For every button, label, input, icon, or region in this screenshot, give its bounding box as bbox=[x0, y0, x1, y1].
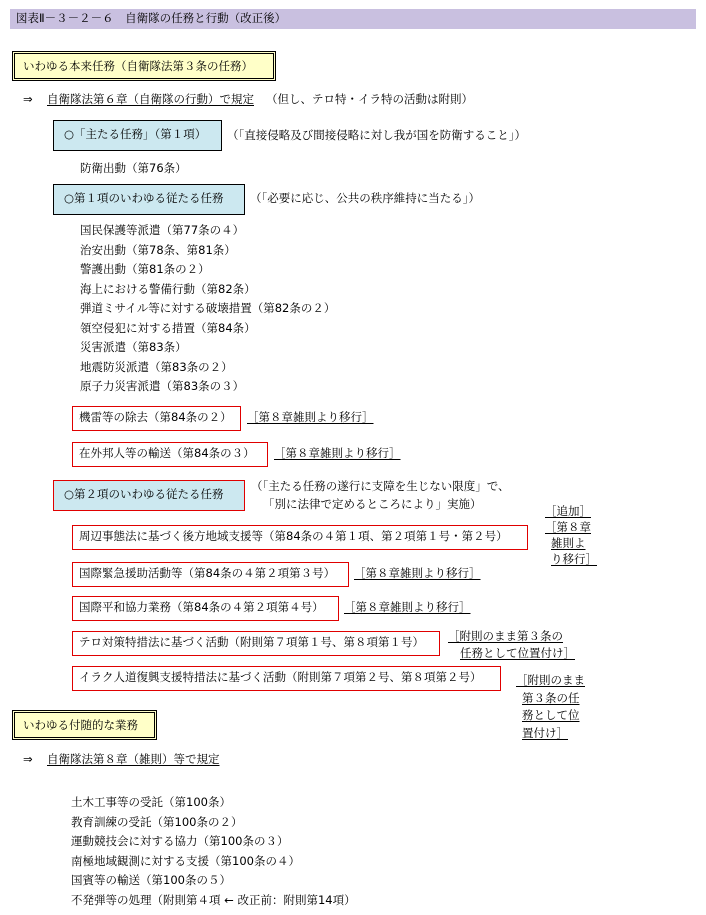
moved-item-label: 機雷等の除去（第84条の２） bbox=[79, 410, 232, 424]
figure-title: 図表Ⅱ－３－２－６ 自衛隊の任務と行動（改正後） bbox=[16, 11, 287, 25]
subordinate-duty-2-item-note: ［附則のまま 第３条の任 務として位 置付け］ bbox=[516, 673, 585, 740]
moved-item-note: ［第８章雑則より移行］ bbox=[274, 446, 401, 460]
subordinate-duty-2-item-note: ［第８章雑則より移行］ bbox=[354, 566, 481, 580]
subordinate-duty-2-item-note: ［追加］ ［第８章 雑則よ り移行］ bbox=[545, 504, 597, 566]
subordinate-duty-2-item-box bbox=[72, 666, 501, 691]
list-item: 地震防災派遣（第83条の２） bbox=[80, 359, 233, 374]
subordinate-duty-2-item-box bbox=[72, 631, 440, 656]
moved-item-label: 在外邦人等の輸送（第84条の３） bbox=[79, 446, 255, 460]
subordinate-duty-1-box bbox=[53, 184, 245, 215]
moved-item-note: ［第８章雑則より移行］ bbox=[247, 410, 374, 424]
incidental-duties-reference: 自衛隊法第８章（雑則）等で規定 bbox=[47, 752, 220, 766]
section-incidental-duties-box bbox=[12, 710, 157, 740]
subordinate-duty-2-item-label: 周辺事態法に基づく後方地域支援等（第84条の４第１項、第２項第１号・第２号） bbox=[79, 529, 508, 543]
list-item: 原子力災害派遣（第83条の３） bbox=[80, 379, 245, 393]
list-item: 土木工事等の受託（第100条） bbox=[71, 795, 231, 809]
list-item: 南極地域観測に対する支援（第100条の４） bbox=[71, 853, 300, 868]
subordinate-duty-2-item-note: ［第８章雑則より移行］ bbox=[344, 600, 471, 614]
arrow-icon: ⇒ bbox=[23, 752, 33, 766]
list-item: 運動競技会に対する協力（第100条の３） bbox=[71, 834, 289, 848]
primary-duty-label: ○「主たる任務」（第１項） bbox=[64, 127, 207, 141]
list-item: 国民保護等派遣（第77条の４） bbox=[80, 223, 245, 237]
subordinate-duty-2-box bbox=[53, 480, 245, 511]
subordinate-duty-2-note-line1: （「主たる任務の遂行に支障を生じない限度」で、 bbox=[251, 479, 510, 493]
main-duties-reference: 自衛隊法第６章（自衛隊の行動）で規定 bbox=[47, 92, 254, 106]
moved-item-box bbox=[72, 406, 241, 431]
primary-duty-box bbox=[53, 120, 222, 151]
subordinate-duty-2-item-box bbox=[72, 525, 528, 550]
subordinate-duty-2-item-label: 国際緊急援助活動等（第84条の４第２項第３号） bbox=[79, 566, 336, 580]
main-duties-reference-note: （但し、テロ特・イラ特の活動は附則） bbox=[266, 92, 473, 106]
subordinate-duty-1-list bbox=[80, 221, 335, 397]
list-item: 国賓等の輸送（第100条の５） bbox=[71, 873, 231, 887]
list-item: 防衛出動（第76条） bbox=[80, 161, 187, 175]
figure-title-bar bbox=[10, 9, 696, 29]
subordinate-duty-1-label: ○第１項のいわゆる従たる任務 bbox=[64, 191, 224, 205]
subordinate-duty-2-item-box bbox=[72, 562, 349, 587]
subordinate-duty-2-item-label: テロ対策特措法に基づく活動（附則第７項第１号、第８項第１号） bbox=[79, 635, 424, 649]
list-item: 弾道ミサイル等に対する破壊措置（第82条の２） bbox=[80, 301, 336, 315]
subordinate-duty-2-item-label: 国際平和協力業務（第84条の４第２項第４号） bbox=[79, 600, 324, 614]
subordinate-duty-2-item-label: イラク人道復興支援特措法に基づく活動（附則第７項第２号、第８項第２号） bbox=[79, 670, 482, 684]
section-main-duties-title: いわゆる本来任務（自衛隊法第３条の任務） bbox=[23, 59, 253, 73]
list-item: 教育訓練の受託（第100条の２） bbox=[71, 814, 243, 829]
moved-item-box bbox=[72, 442, 268, 467]
list-item: 災害派遣（第83条） bbox=[80, 340, 187, 354]
subordinate-duty-1-note: （「必要に応じ、公共の秩序維持に当たる」） bbox=[250, 191, 480, 205]
primary-duty-note: （「直接侵略及び間接侵略に対し我が国を防衛すること」） bbox=[227, 128, 526, 142]
subordinate-duty-2-item-note: ［附則のまま第３条の 任務として位置付け］ bbox=[448, 629, 575, 660]
list-item: 治安出動（第78条、第81条） bbox=[80, 242, 236, 257]
list-item: 領空侵犯に対する措置（第84条） bbox=[80, 320, 256, 335]
section-main-duties-box bbox=[12, 51, 276, 81]
list-item: 海上における警備行動（第82条） bbox=[80, 281, 256, 296]
list-item: 不発弾等の処理（附則第４項 ← 改正前：附則第14項） bbox=[71, 892, 356, 907]
incidental-duties-list bbox=[71, 793, 356, 910]
subordinate-duty-2-label: ○第２項のいわゆる従たる任務 bbox=[64, 487, 224, 501]
subordinate-duty-2-note-line2: 「別に法律で定めるところにより」実施） bbox=[263, 497, 482, 511]
section-incidental-duties-title: いわゆる付随的な業務 bbox=[23, 718, 138, 732]
subordinate-duty-2-item-box bbox=[72, 596, 339, 621]
list-item: 警護出動（第81条の２） bbox=[80, 262, 210, 276]
arrow-icon: ⇒ bbox=[23, 92, 33, 106]
